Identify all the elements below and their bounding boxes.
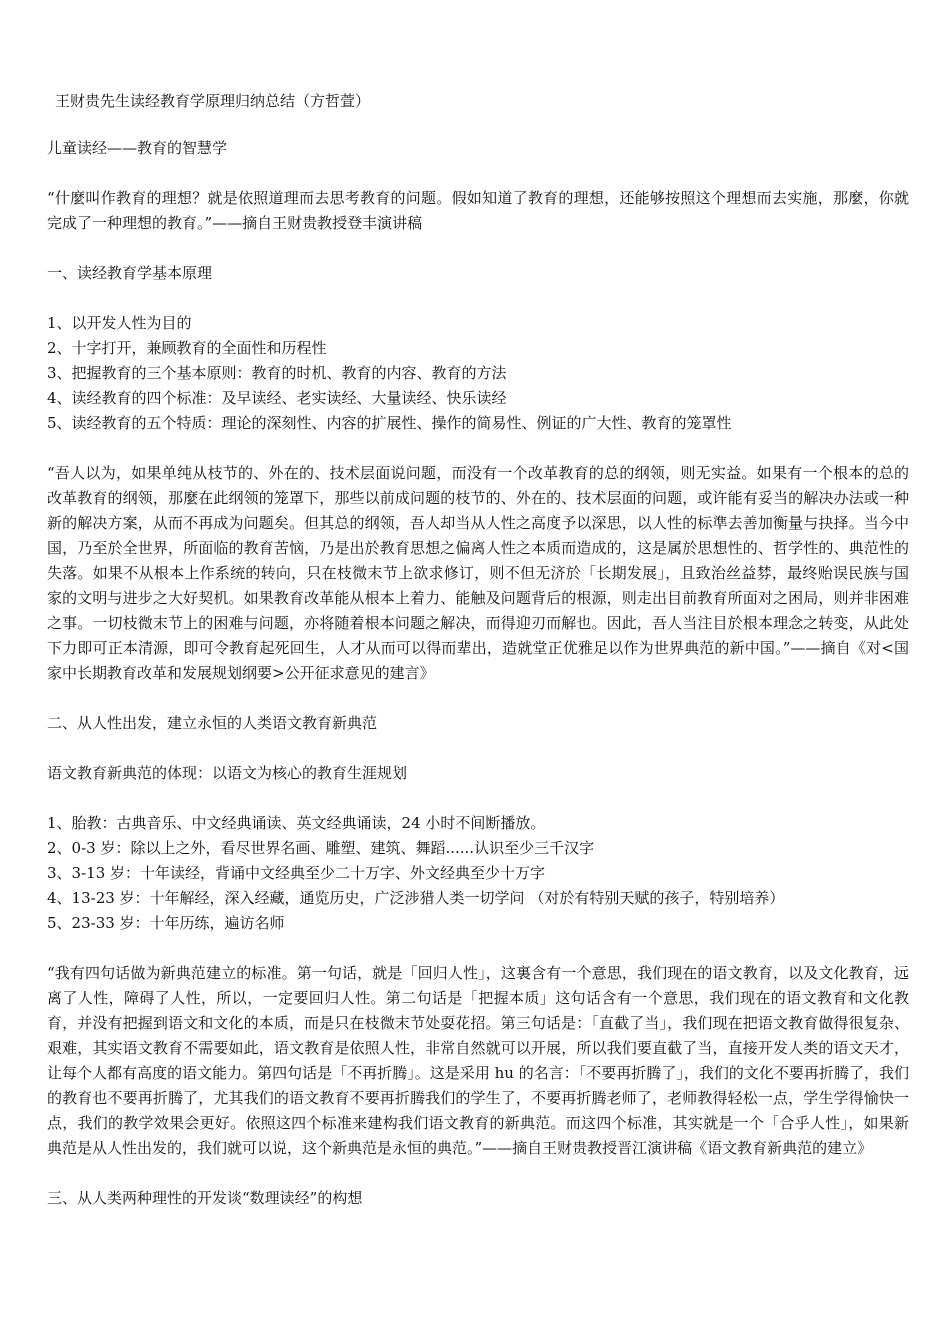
list-item: 3、把握教育的三个基本原则：教育的时机、教育的内容、教育的方法 bbox=[47, 364, 507, 382]
opening-quote: “什麼叫作教育的理想？就是依照道理而去思考教育的问题。假如知道了教育的理想，还能够按照这个理想而去实施，那麼，你就完成了一种理想的教育。”——摘自王财贵教授登丰演讲稿 bbox=[47, 189, 909, 232]
section-2-heading: 二、从人性出发，建立永恒的人类语文教育新典范 bbox=[47, 714, 378, 732]
list-item: 1、胎教：古典音乐、中文经典诵读、英文经典诵读，24 小时不间断播放。 bbox=[47, 814, 546, 832]
section-1-quote: “吾人以为，如果单纯从枝节的、外在的、技术层面说问题，而没有一个改革教育的总的纲领，则无实益。如果有一个根本的总的改革教育的纲领，那麼在此纲领的笼罩下，那些以前成问题的枝节的、外在的、技术层面的问题，或许能有妥当的解决办法或一种新的解决方案，从而不再成为问题矣。但其总的纲领，吾人却当从人性之高度予以深思，以人性的标準去善加衡量与抉择。当今中国，乃至於全世界，所面临的教育苦恼，乃是出於教育思想之偏离人性之本质而造成的，这是属於思想性的、哲学性的、典范性的失落。如果不从根本上作系统的转向，只在枝微末节上欲求修订，则不但无济於「长期发展」，且致治丝益棼，最终贻误民族与国家的文明与进步之大好契机。如果教育改革能从根本上着力、能触及问题背后的根源，则走出目前教育所面对之困局，则并非困难之事。一切枝微末节上的困难与问题，亦将随着根本问题之解决，而得迎刃而解也。因此，吾人当注目於根本理念之转变，从此处下力即可正本清源，即可令教育起死回生，人才从而可以得而辈出，造就堂正优雅足以作为世界典范的新中国。”——摘自《对<国家中长期教育改革和发展规划纲要>公开征求意见的建言》 bbox=[47, 464, 909, 682]
section-1-heading: 一、读经教育学基本原理 bbox=[47, 264, 213, 282]
document-title: 王财贵先生读经教育学原理归纳总结（方哲萱） bbox=[55, 92, 371, 110]
list-item: 3、3-13 岁：十年读经，背诵中文经典至少二十万字、外文经典至少十万字 bbox=[47, 864, 546, 882]
list-item: 4、读经教育的四个标准：及早读经、老实读经、大量读经、快乐读经 bbox=[47, 389, 507, 407]
list-item: 5、读经教育的五个特质：理论的深刻性、内容的扩展性、操作的简易性、例证的广大性、教育的笼罩性 bbox=[47, 414, 732, 432]
list-item: 4、13-23 岁：十年解经，深入经藏，通览历史，广泛涉猎人类一切学问 （对於有特别天赋的孩子，特别培养） bbox=[47, 889, 785, 907]
list-item: 1、以开发人性为目的 bbox=[47, 314, 192, 332]
document-subtitle: 儿童读经——教育的智慧学 bbox=[47, 139, 228, 157]
section-2-plan-list bbox=[47, 811, 909, 936]
list-item: 2、十字打开，兼顾教育的全面性和历程性 bbox=[47, 339, 327, 357]
document-page bbox=[47, 89, 909, 1211]
section-3-heading: 三、从人类两种理性的开发谈“数理读经”的构想 bbox=[47, 1189, 363, 1207]
list-item: 2、0-3 岁：除以上之外，看尽世界名画、雕塑、建筑、舞蹈......认识至少三千汉字 bbox=[47, 839, 595, 857]
section-1-principles-list bbox=[47, 311, 909, 436]
list-item: 5、23-33 岁：十年历练，遍访名师 bbox=[47, 914, 285, 932]
section-2-quote: “我有四句话做为新典范建立的标准。第一句话，就是「回归人性」，这裏含有一个意思，我们现在的语文教育，以及文化教育，远离了人性，障碍了人性，所以，一定要回归人性。第二句话是「把握本质」这句话含有一个意思，我们现在的语文教育和文化教育，并没有把握到语文和文化的本质，而是只在枝微末节处耍花招。第三句话是：「直截了当」，我们现在把语文教育做得很复杂、艰难，其实语文教育不需要如此，语文教育是依照人性，非常自然就可以开展，所以我们要直截了当，直接开发人类的语文天才，让每个人都有高度的语文能力。第四句话是「不再折腾」。这是采用 hu 的名言：「不要再折腾了」，我们的文化不要再折腾了，我们的教育也不要再折腾了，尤其我们的语文教育不要再折腾我们的学生了，不要再折腾老师了，老师教得轻松一点，学生学得愉快一点，我们的教学效果会更好。依照这四个标准来建构我们语文教育的新典范。而这四个标准，其实就是一个「合乎人性」，如果新典范是从人性出发的，我们就可以说，这个新典范是永恒的典范。”——摘自王财贵教授晋江演讲稿《语文教育新典范的建立》 bbox=[47, 964, 909, 1157]
section-2-subheading: 语文教育新典范的体现：以语文为核心的教育生涯规划 bbox=[47, 764, 408, 782]
